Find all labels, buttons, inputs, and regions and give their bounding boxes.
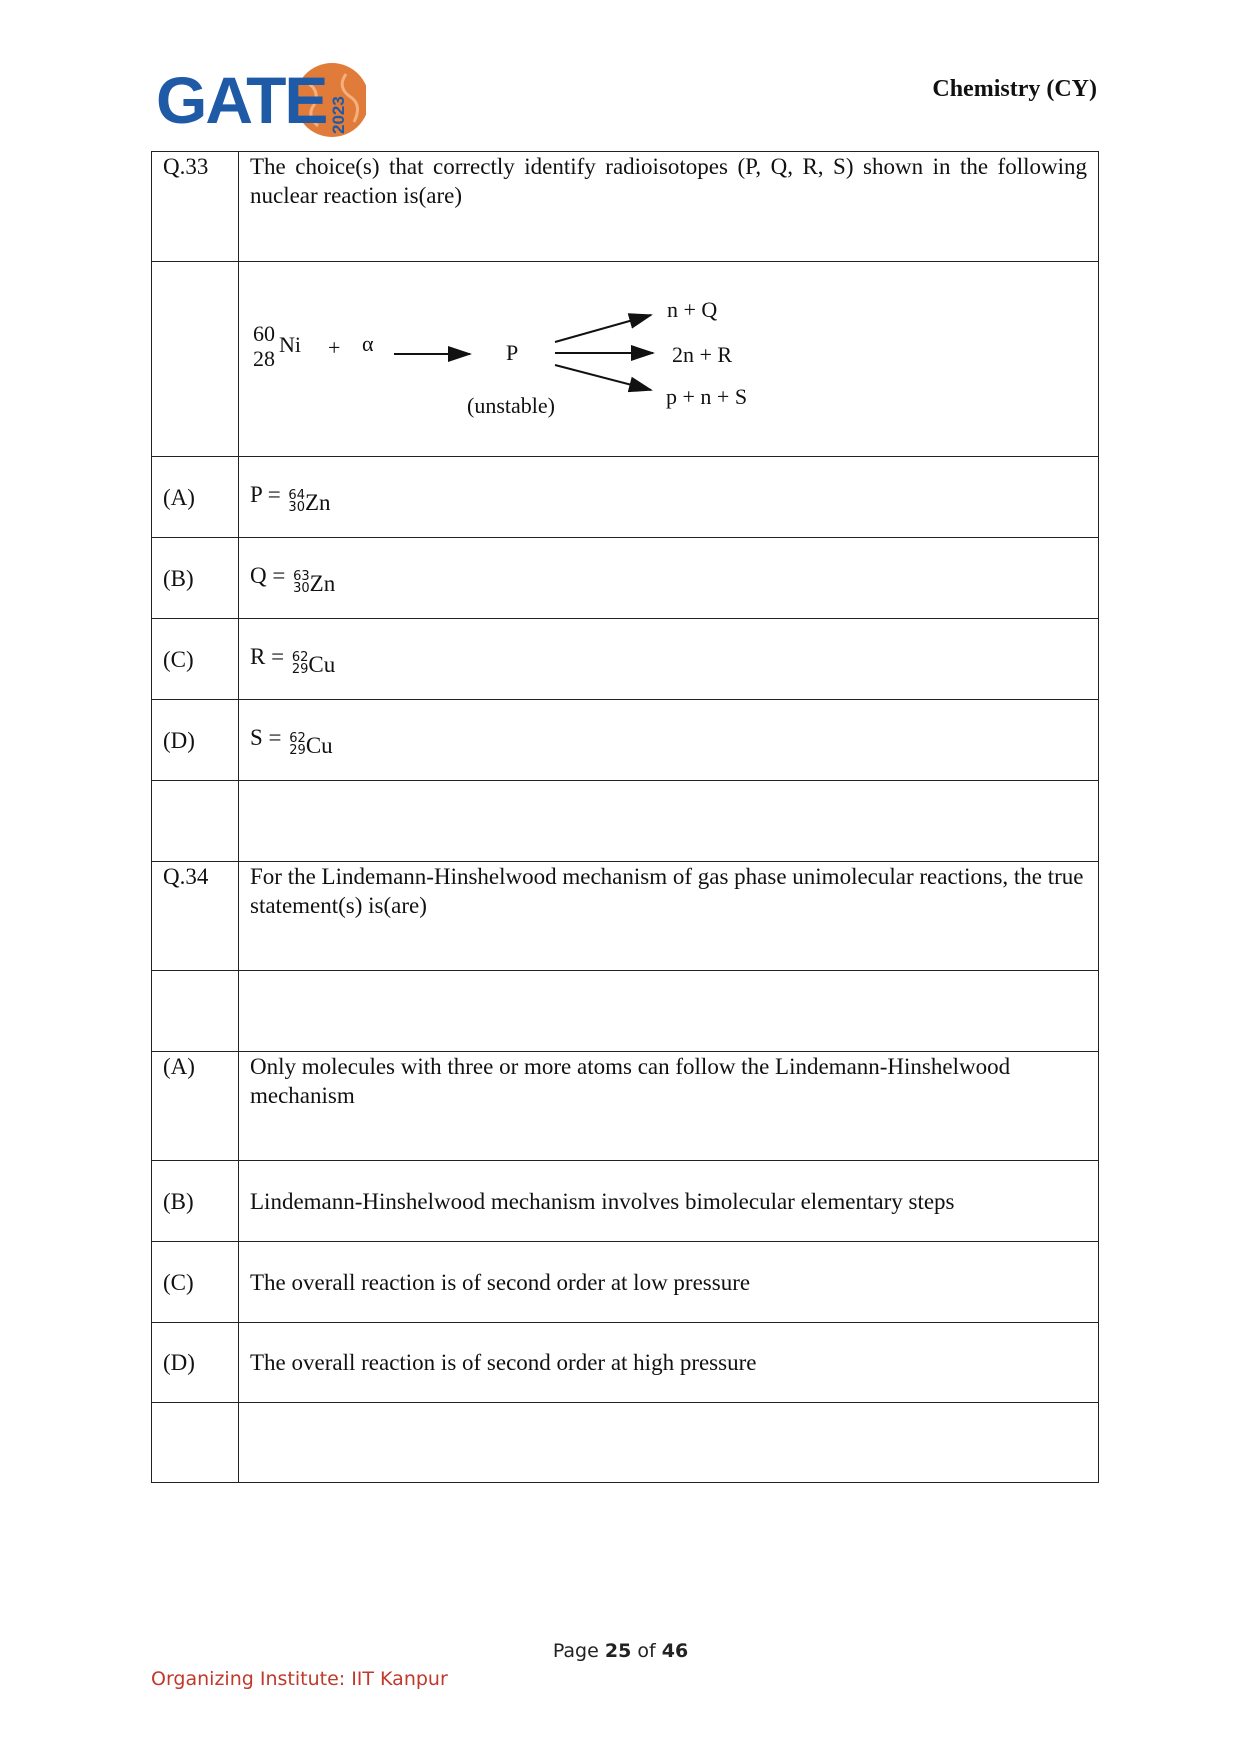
- option-label: (A): [152, 1052, 239, 1161]
- question-number: Q.34: [152, 862, 239, 971]
- intermediate-p: P: [506, 340, 519, 365]
- question-text: For the Lindemann-Hinshelwood mechanism of gas phase unimolecular reactions, the true statement(s) is(are): [239, 862, 1099, 971]
- reactant-mass: 60: [253, 321, 275, 346]
- option-row: [152, 1161, 1099, 1242]
- option-content: Q = 63 30 Zn: [239, 538, 1099, 619]
- logo-gate-text: GATE: [156, 63, 327, 137]
- page-number: Page 25 of 46: [552, 1640, 689, 1662]
- branch-arrow-upper: [555, 315, 651, 342]
- option-label: (C): [152, 619, 239, 700]
- option-label: (D): [152, 700, 239, 781]
- question-number: Q.33: [152, 152, 239, 262]
- option-label: (B): [152, 538, 239, 619]
- option-label: (D): [152, 1323, 239, 1403]
- option-text: Lindemann-Hinshelwood mechanism involves bimolecular elementary steps: [239, 1161, 1099, 1242]
- option-row: [152, 538, 1099, 619]
- product-3: p + n + S: [666, 384, 748, 409]
- organizing-institute: Organizing Institute: IIT Kanpur: [151, 1668, 448, 1690]
- branch-arrow-lower: [555, 365, 651, 390]
- reactant-atomic: 28: [253, 346, 275, 371]
- option-text: The overall reaction is of second order at high pressure: [239, 1323, 1099, 1403]
- question-row: [152, 862, 1099, 971]
- option-text: The overall reaction is of second order at low pressure: [239, 1242, 1099, 1323]
- scheme-row: [152, 262, 1099, 457]
- option-label: (B): [152, 1161, 239, 1242]
- option-label: (C): [152, 1242, 239, 1323]
- nuclear-reaction-scheme: [239, 262, 1099, 457]
- option-row: [152, 1052, 1099, 1161]
- reactant-symbol: Ni: [279, 332, 301, 357]
- option-row: [152, 1323, 1099, 1403]
- option-text: Only molecules with three or more atoms can follow the Lindemann-Hinshelwood mechanism: [239, 1052, 1099, 1161]
- blank-row: [152, 971, 1099, 1052]
- isotope-notation: 62 29 Cu: [291, 650, 336, 678]
- option-row: [152, 700, 1099, 781]
- isotope-notation: 64 30 Zn: [288, 488, 331, 516]
- question-row: [152, 152, 1099, 262]
- product-1: n + Q: [667, 297, 718, 322]
- option-content: P = 64 30 Zn: [239, 457, 1099, 538]
- option-row: [152, 1242, 1099, 1323]
- plus-sign: +: [328, 335, 341, 360]
- subject-title: Chemistry (CY): [932, 76, 1097, 102]
- blank-row: [152, 1403, 1099, 1483]
- intermediate-note: (unstable): [467, 393, 555, 418]
- logo-year-text: 2023: [329, 96, 348, 134]
- option-row: [152, 457, 1099, 538]
- gate-2023-logo: [156, 60, 366, 140]
- question-table: [151, 151, 1099, 1483]
- option-label: (A): [152, 457, 239, 538]
- option-row: [152, 619, 1099, 700]
- option-content: S = 62 29 Cu: [239, 700, 1099, 781]
- isotope-notation: 62 29 Cu: [289, 731, 333, 759]
- isotope-notation: 63 30 Zn: [293, 569, 336, 597]
- product-2: 2n + R: [672, 342, 733, 367]
- blank-row: [152, 781, 1099, 862]
- alpha-symbol: α: [362, 331, 374, 356]
- question-text: The choice(s) that correctly identify radioisotopes (P, Q, R, S) shown in the following nuclear reaction is(are): [239, 152, 1099, 262]
- option-content: R = 62 29 Cu: [239, 619, 1099, 700]
